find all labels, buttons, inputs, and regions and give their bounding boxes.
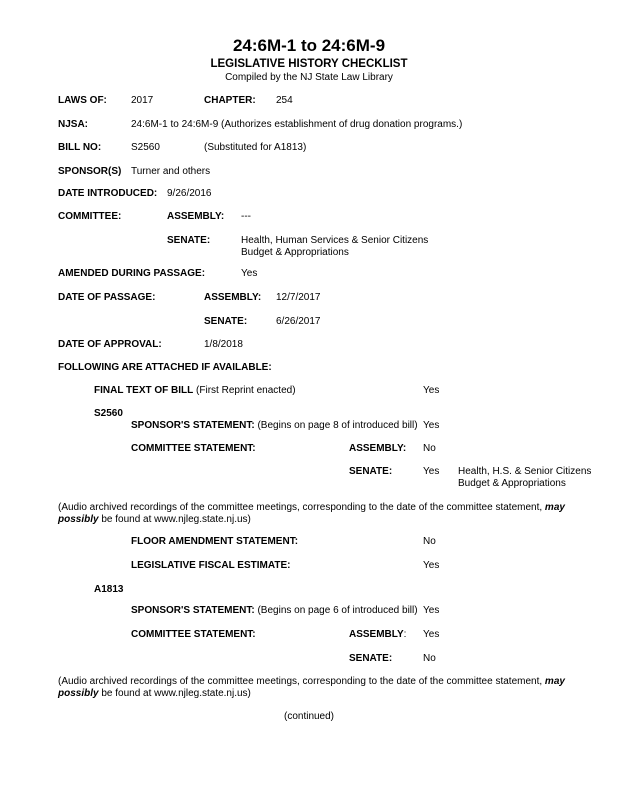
laws-of-label: LAWS OF: — [58, 95, 107, 106]
s2560-senate-committee2: Budget & Appropriations — [458, 478, 566, 489]
njsa-label: NJSA: — [58, 119, 89, 130]
a1813-assembly-value: Yes — [423, 629, 440, 640]
committee-senate-line1: Health, Human Services & Senior Citizens — [241, 235, 429, 246]
passage-assembly-label: ASSEMBLY: — [204, 292, 262, 303]
passage-label: DATE OF PASSAGE: — [58, 292, 156, 303]
a1813-sponsor-row — [131, 605, 418, 617]
audio-note-2-text-end: be found at www.njleg.state.nj.us) — [98, 688, 251, 699]
passage-senate-label: SENATE: — [204, 316, 248, 327]
a1813-sponsor-label: SPONSOR'S STATEMENT: — [131, 605, 255, 616]
a1813-assembly-colon: : — [403, 629, 407, 640]
approval-label: DATE OF APPROVAL: — [58, 339, 162, 350]
continued-label: (continued) — [283, 711, 335, 722]
s2560-floor-label: FLOOR AMENDMENT STATEMENT: — [131, 536, 299, 547]
committee-label: COMMITTEE: — [58, 211, 122, 222]
s2560-sponsor-value: Yes — [423, 420, 440, 431]
page-title: 24:6M-1 to 24:6M-9 — [232, 36, 386, 55]
s2560-sponsor-label: SPONSOR'S STATEMENT: — [131, 420, 255, 431]
committee-assembly-value: --- — [241, 211, 251, 222]
approval-value: 1/8/2018 — [204, 339, 243, 350]
final-text-row — [94, 385, 296, 397]
s2560-senate-value: Yes — [423, 466, 440, 477]
s2560-assembly-label: ASSEMBLY: — [349, 443, 407, 454]
laws-of-year: 2017 — [131, 95, 154, 106]
audio-note-2-emphasis: may possibly — [58, 676, 565, 699]
audio-note-text-end: be found at www.njleg.state.nj.us) — [98, 514, 251, 525]
njsa-value: 24:6M-1 to 24:6M-9 (Authorizes establishment of drug donation programs.) — [131, 119, 463, 130]
a1813-committee-label: COMMITTEE STATEMENT: — [131, 629, 256, 640]
s2560-fiscal-label: LEGISLATIVE FISCAL ESTIMATE: — [131, 560, 291, 571]
bill-no-label: BILL NO: — [58, 142, 102, 153]
s2560-committee-label: COMMITTEE STATEMENT: — [131, 443, 256, 454]
amended-label: AMENDED DURING PASSAGE: — [58, 268, 206, 279]
s2560-assembly-value: No — [423, 443, 436, 454]
s2560-sponsor-note: (Begins on page 8 of introduced bill) — [257, 420, 418, 431]
passage-senate-value: 6/26/2017 — [276, 316, 321, 327]
committee-senate-label: SENATE: — [167, 235, 211, 246]
a1813-sponsor-note: (Begins on page 6 of introduced bill) — [257, 605, 418, 616]
bill-no-note: (Substituted for A1813) — [204, 142, 307, 153]
audio-note-2-text: (Audio archived recordings of the committee meetings, corresponding to the date of the committee statement, — [58, 676, 545, 687]
compiled-by: Compiled by the NJ State Law Library — [225, 72, 393, 83]
s2560-heading: S2560 — [94, 408, 123, 419]
page-subtitle: LEGISLATIVE HISTORY CHECKLIST — [210, 58, 408, 70]
audio-note-2 — [58, 676, 606, 700]
a1813-senate-value: No — [423, 653, 436, 664]
final-text-value: Yes — [423, 385, 440, 396]
chapter-value: 254 — [276, 95, 293, 106]
date-introduced-label: DATE INTRODUCED: — [58, 188, 158, 199]
a1813-senate-label: SENATE: — [349, 653, 393, 664]
committee-assembly-label: ASSEMBLY: — [167, 211, 225, 222]
date-introduced-value: 9/26/2016 — [167, 188, 212, 199]
attached-heading: FOLLOWING ARE ATTACHED IF AVAILABLE: — [58, 362, 272, 373]
final-text-note: (First Reprint enacted) — [196, 385, 296, 396]
bill-no-value: S2560 — [131, 142, 160, 153]
sponsors-label: SPONSOR(S) — [58, 166, 122, 177]
amended-value: Yes — [241, 268, 258, 279]
a1813-assembly-label: ASSEMBLY — [349, 629, 404, 640]
s2560-floor-value: No — [423, 536, 436, 547]
s2560-senate-committee1: Health, H.S. & Senior Citizens — [458, 466, 592, 477]
a1813-sponsor-value: Yes — [423, 605, 440, 616]
chapter-label: CHAPTER: — [204, 95, 256, 106]
a1813-heading: A1813 — [94, 584, 124, 595]
passage-assembly-value: 12/7/2017 — [276, 292, 321, 303]
s2560-sponsor-row — [131, 420, 418, 432]
a1813-assembly-row — [349, 629, 406, 641]
audio-note-emphasis: may possibly — [58, 502, 565, 525]
s2560-fiscal-value: Yes — [423, 560, 440, 571]
audio-note — [58, 502, 606, 526]
sponsors-value: Turner and others — [131, 166, 211, 177]
committee-senate-line2: Budget & Appropriations — [241, 247, 349, 258]
s2560-senate-label: SENATE: — [349, 466, 393, 477]
audio-note-text: (Audio archived recordings of the committee meetings, corresponding to the date of the committee statement, — [58, 502, 545, 513]
final-text-label: FINAL TEXT OF BILL — [94, 385, 194, 396]
